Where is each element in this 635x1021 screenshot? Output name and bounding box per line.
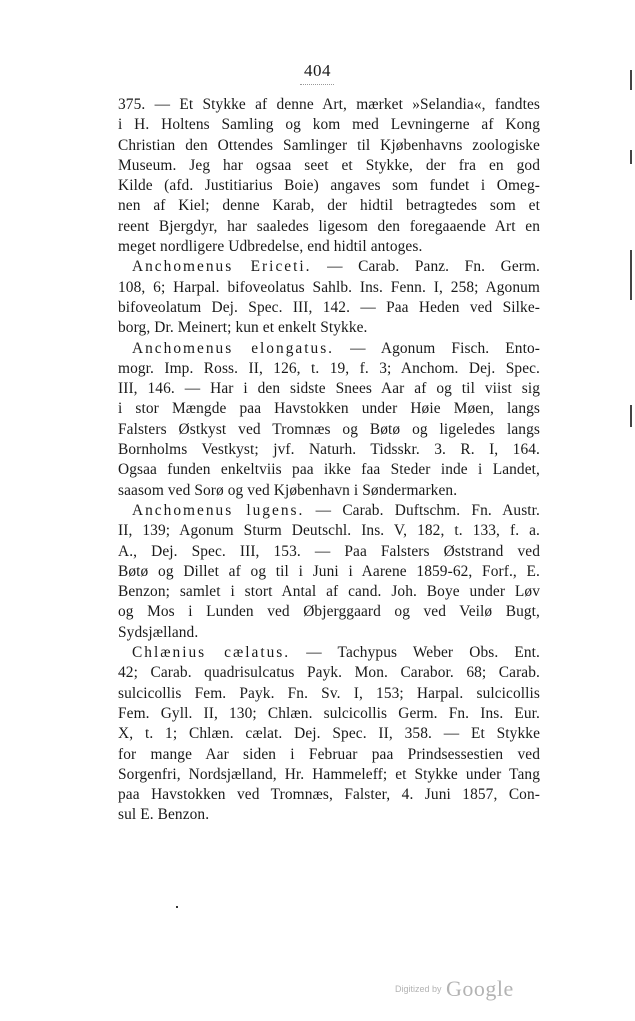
body-text <box>118 95 540 826</box>
text-line: sul E. Benzon. <box>118 806 210 824</box>
digitized-watermark <box>395 976 514 1002</box>
text-line: X, t. 1; Chlæn. cælat. Dej. Spec. II, 358. — Et Stykke <box>118 725 540 743</box>
paragraph-anchomenus-elongatus <box>118 339 540 501</box>
paragraph-375 <box>118 95 540 257</box>
watermark-prefix: Digitized by <box>395 984 442 994</box>
text-line <box>118 501 540 521</box>
species-name: Chlænius cælatus. <box>132 644 291 662</box>
text-line: mogr. Imp. Ross. II, 126, t. 19, f. 3; Anchom. Dej. Spec. <box>118 359 540 377</box>
text-line: meget nordligere Udbredelse, end hidtil antoges. <box>118 238 423 256</box>
text-line: i stor Mængde paa Havstokken under Høie Møen, langs <box>118 400 540 418</box>
text-line: Kilde (afd. Justitiarius Boie) angaves som fundet i Omeg- <box>118 177 540 195</box>
paragraph-anchomenus-ericeti <box>118 257 540 338</box>
scan-edge-mark <box>630 70 632 90</box>
page-number-rule <box>300 84 334 85</box>
paragraph-chlaenius-caelatus <box>118 643 540 826</box>
text-segment: — Carab. Panz. Fn. Germ. <box>311 258 540 276</box>
text-line <box>118 339 540 359</box>
text-segment: — Tachypus Weber Obs. Ent. <box>290 644 540 662</box>
species-name: Anchomenus Ericeti. <box>132 258 312 276</box>
text-line: Fem. Gyll. II, 130; Chlæn. sulcicollis Germ. Fn. Ins. Eur. <box>118 704 540 722</box>
paragraph-anchomenus-lugens <box>118 501 540 643</box>
text-segment: — Agonum Fisch. Ento- <box>334 339 540 357</box>
text-line: Bøtø og Dillet af og til i Juni i Aarene 1859-62, Forf., E. <box>118 562 540 580</box>
text-line: 375. — Et Stykke af denne Art, mærket »Selandia«, fandtes <box>118 96 540 113</box>
text-line: bifoveolatum Dej. Spec. III, 142. — Paa Heden ved Silke- <box>118 298 540 316</box>
page-number: 404 <box>304 61 331 80</box>
text-line: reent Bjergdyr, har saaledes ligesom den foregaaende Art en <box>118 217 540 235</box>
text-line: Ogsaa funden enkeltviis paa ikke faa Steder inde i Landet, <box>118 461 540 479</box>
text-line: for mange Aar siden i Februar paa Prindsessestien ved <box>118 745 540 763</box>
text-line: Museum. Jeg har ogsaa seet et Stykke, der fra en god <box>118 156 540 174</box>
text-line: saasom ved Sorø og ved Kjøbenhavn i Søndermarken. <box>118 481 458 499</box>
text-line: i H. Holtens Samling og kom med Levningerne af Kong <box>118 116 540 134</box>
species-name: Anchomenus elongatus. <box>132 339 335 357</box>
text-line: A., Dej. Spec. III, 153. — Paa Falsters Øststrand ved <box>118 542 540 560</box>
text-line: Bornholms Vestkyst; jvf. Naturh. Tidsskr. 3. R. I, 164. <box>118 441 540 459</box>
text-line: Benzon; samlet i stort Antal af cand. Joh. Boye under Løv <box>118 583 540 601</box>
text-line: Falsters Østkyst ved Tromnæs og Bøtø og ligeledes langs <box>118 420 540 438</box>
text-line <box>118 643 540 663</box>
text-line: paa Havstokken ved Tromnæs, Falster, 4. Juni 1857, Con- <box>118 786 540 804</box>
text-line: 108, 6; Harpal. bifoveolatus Sahlb. Ins. Fenn. I, 258; Agonum <box>118 278 540 296</box>
text-line: borg, Dr. Meinert; kun et enkelt Stykke. <box>118 319 368 337</box>
text-line: Christian den Ottendes Samlinger til Kjøbenhavns zoologiske <box>118 136 540 154</box>
text-line: Sydsjælland. <box>118 623 199 641</box>
text-line: sulcicollis Fem. Payk. Fn. Sv. I, 153; Harpal. sulcicollis <box>118 684 540 702</box>
species-name: Anchomenus lugens. <box>132 501 305 519</box>
text-segment: — Carab. Duftschm. Fn. Austr. <box>304 501 540 519</box>
text-line: III, 146. — Har i den sidste Snees Aar af og til viist sig <box>118 380 540 398</box>
text-line <box>118 257 540 277</box>
text-line: og Mos i Lunden ved Øbjerggaard og ved Veilø Bugt, <box>118 603 540 621</box>
scan-edge-mark <box>630 150 632 164</box>
text-line: Sorgenfri, Nordsjælland, Hr. Hammeleff; et Stykke under Tang <box>118 765 540 783</box>
scan-edge-mark <box>630 405 632 427</box>
text-line: II, 139; Agonum Sturm Deutschl. Ins. V, 182, t. 133, f. a. <box>118 522 540 540</box>
text-line: 42; Carab. quadrisulcatus Payk. Mon. Carabor. 68; Carab. <box>118 664 540 682</box>
watermark-brand: Google <box>445 976 514 1001</box>
text-line: nen af Kiel; denne Karab, der hidtil betragtedes som et <box>118 197 540 215</box>
scan-dot-mark <box>176 906 178 908</box>
scan-edge-mark <box>630 250 632 300</box>
